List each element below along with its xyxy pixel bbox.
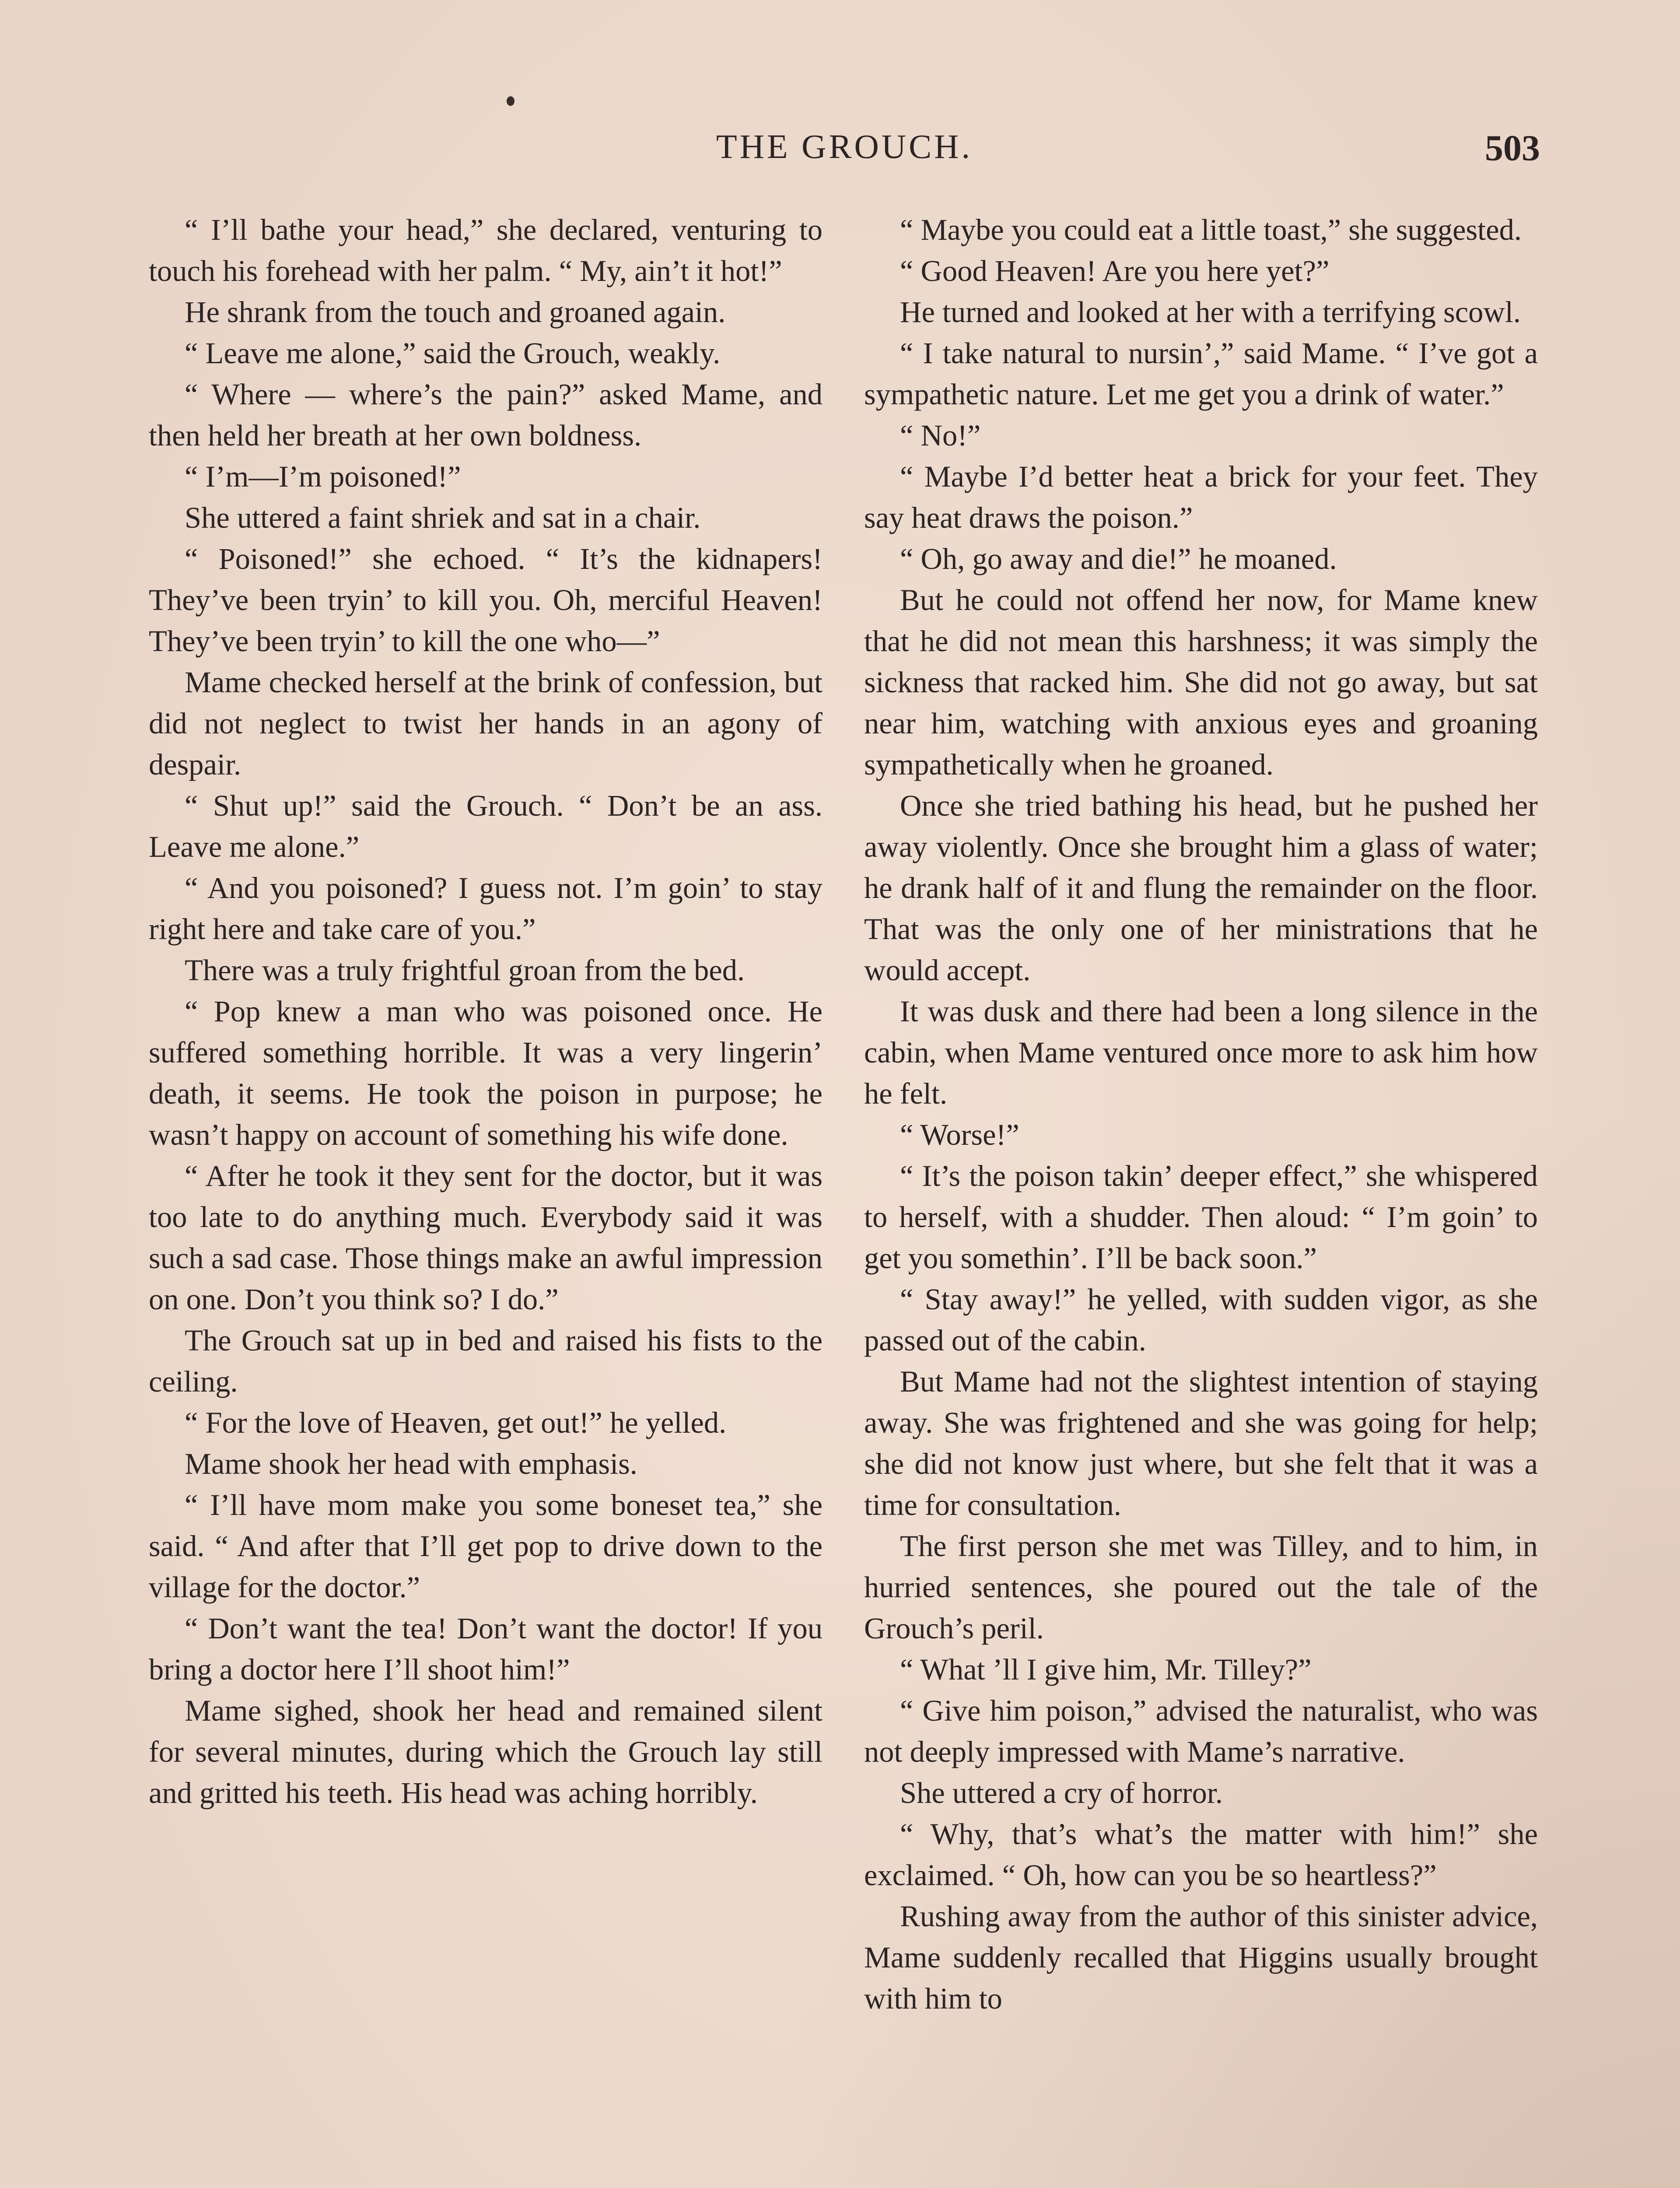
paragraph: “ Maybe I’d better heat a brick for your feet. They say heat draws the poison.” [864, 460, 1538, 534]
left-text-column [149, 209, 822, 2188]
ink-speck [507, 96, 514, 106]
paragraph: “ What ’ll I give him, Mr. Tilley?” [900, 1653, 1312, 1686]
paragraph: “ It’s the poison takin’ deeper effect,” she whispered to herself, with a shudder. Then aloud: “ I’m goin’ to get you somethin’. I’ll be back soon.” [864, 1159, 1538, 1275]
paragraph: Mame checked herself at the brink of confession, but did not neglect to twist her hands in an agony of despair. [149, 666, 822, 781]
paragraph: “ After he took it they sent for the doctor, but it was too late to do anything much. Everybody said it was such a sad case. Those things make an awful impression on one. Don’t you think so? I do.” [149, 1159, 822, 1316]
paragraph: “ Oh, go away and die!” he moaned. [900, 542, 1337, 575]
paragraph: But Mame had not the slightest intention of staying away. She was frightened and she was going for help; she did not know just where, but she felt that it was a time for consultation. [864, 1365, 1538, 1522]
page-header [149, 127, 1540, 175]
paragraph: “ Stay away!” he yelled, with sudden vigor, as she passed out of the cabin. [864, 1283, 1538, 1357]
page-number: 503 [1485, 128, 1540, 168]
paragraph: The Grouch sat up in bed and raised his fists to the ceiling. [149, 1324, 822, 1398]
paragraph: Once she tried bathing his head, but he pushed her away violently. Once she brought him a glass of water; he drank half of it and flung the remainder on the floor. That was the only one of her ministrations that he would accept. [864, 789, 1538, 987]
paragraph: “ Pop knew a man who was poisoned once. He suffered something horrible. It was a very lingerin’ death, it seems. He took the poison in purpose; he wasn’t happy on account of something his wife done. [149, 995, 822, 1151]
paragraph: It was dusk and there had been a long silence in the cabin, when Mame ventured once more to ask him how he felt. [864, 995, 1538, 1110]
paragraph: “ Shut up!” said the Grouch. “ Don’t be an ass. Leave me alone.” [149, 789, 822, 863]
paragraph: “ No!” [900, 419, 981, 452]
paragraph: Mame sighed, shook her head and remained silent for several minutes, during which the Grouch lay still and gritted his teeth. His head was aching horribly. [149, 1694, 822, 1809]
paragraph: “ Where — where’s the pain?” asked Mame, and then held her breath at her own boldness. [149, 378, 822, 452]
paragraph: “ Don’t want the tea! Don’t want the doctor! If you bring a doctor here I’ll shoot him!” [149, 1612, 822, 1686]
paragraph: She uttered a cry of horror. [900, 1776, 1223, 1809]
paragraph: “ I take natural to nursin’,” said Mame. “ I’ve got a sympathetic nature. Let me get you a drink of water.” [864, 337, 1538, 411]
paragraph: “ Poisoned!” she echoed. “ It’s the kidnapers! They’ve been tryin’ to kill you. Oh, merciful Heaven! They’ve been tryin’ to kill the one who—” [149, 542, 822, 658]
paragraph: “ I’m—I’m poisoned!” [185, 460, 461, 493]
paragraph: The first person she met was Tilley, and to him, in hurried sentences, she poured out the tale of the Grouch’s peril. [864, 1529, 1538, 1645]
paragraph: “ Worse!” [900, 1118, 1019, 1151]
paragraph: “ Give him poison,” advised the naturalist, who was not deeply impressed with Mame’s narrative. [864, 1694, 1538, 1768]
paragraph: She uttered a faint shriek and sat in a chair. [185, 501, 701, 534]
paragraph: He turned and looked at her with a terrifying scowl. [900, 295, 1521, 329]
paragraph: “ Leave me alone,” said the Grouch, weakly. [185, 337, 721, 370]
paragraph: “ For the love of Heaven, get out!” he yelled. [185, 1406, 727, 1439]
paragraph: Rushing away from the author of this sinister advice, Mame suddenly recalled that Higgins usually brought with him to [864, 1900, 1538, 2015]
paragraph: Mame shook her head with emphasis. [185, 1447, 637, 1480]
paragraph: There was a truly frightful groan from the bed. [185, 954, 745, 987]
paragraph: “ Maybe you could eat a little toast,” she suggested. [900, 213, 1522, 246]
paragraph: “ I’ll have mom make you some boneset tea,” she said. “ And after that I’ll get pop to drive down to the village for the doctor.” [149, 1488, 822, 1604]
paragraph: “ Why, that’s what’s the matter with him!” she exclaimed. “ Oh, how can you be so heartless?” [864, 1817, 1538, 1892]
paragraph: “ And you poisoned? I guess not. I’m goin’ to stay right here and take care of you.” [149, 871, 822, 946]
right-text-column [864, 209, 1538, 2188]
paragraph: “ I’ll bathe your head,” she declared, venturing to touch his forehead with her palm. “ My, ain’t it hot!” [149, 213, 822, 288]
running-title: THE GROUCH. [716, 127, 973, 165]
paragraph: He shrank from the touch and groaned again. [185, 295, 726, 329]
paragraph: But he could not offend her now, for Mame knew that he did not mean this harshness; it was simply the sickness that racked him. She did not go away, but sat near him, watching with anxious eyes and groaning sympathetically when he groaned. [864, 583, 1538, 781]
paragraph: “ Good Heaven! Are you here yet?” [900, 254, 1330, 288]
